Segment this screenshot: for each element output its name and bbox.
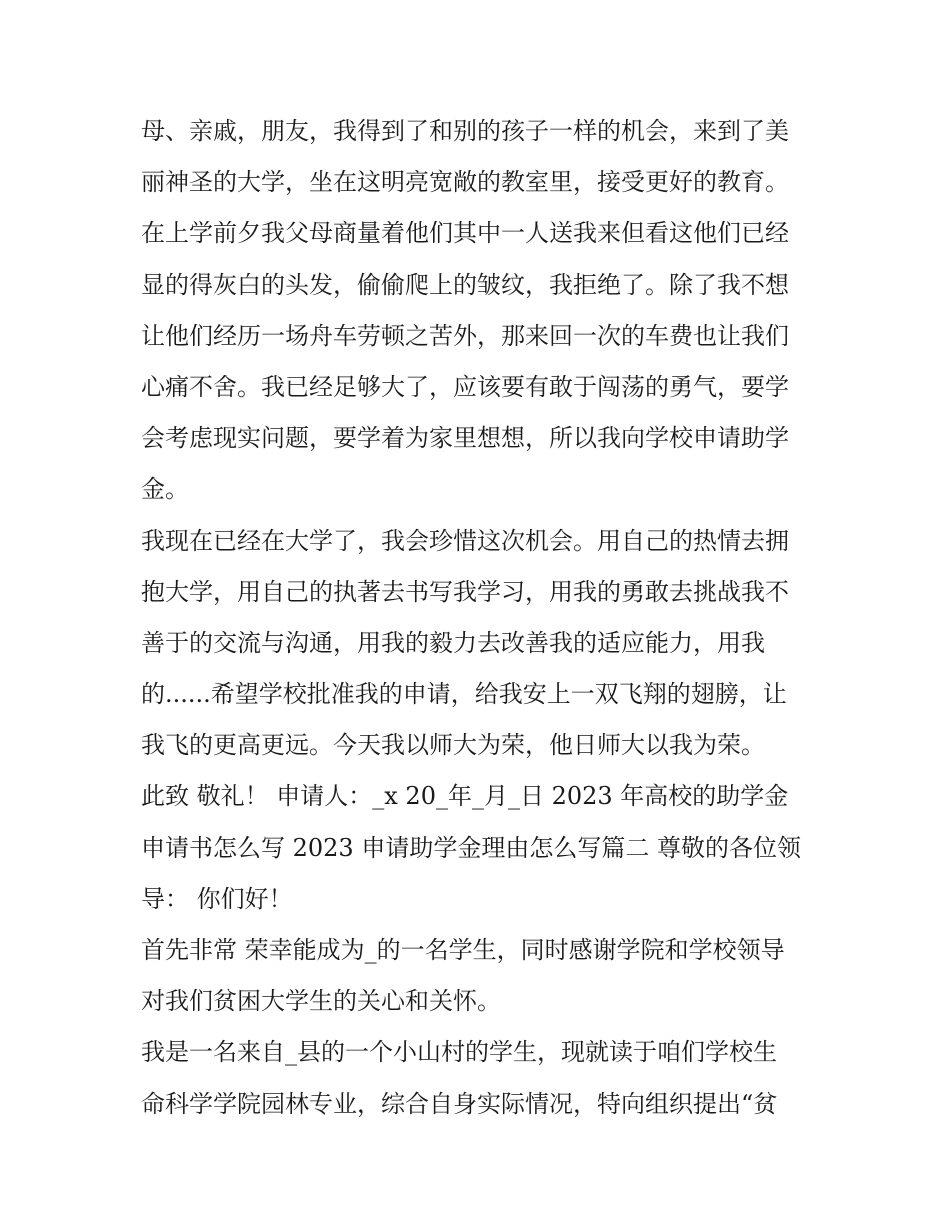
text-line: 善于的交流与沟通，用我的毅力去改善我的适应能力，用我 <box>141 628 765 657</box>
text-line: 让他们经历一场舟车劳顿之苦外，那来回一次的车费也让我们 <box>141 321 789 350</box>
text-line: 我现在已经在大学了，我会珍惜这次机会。用自己的热情去拥 <box>141 526 789 555</box>
text-line: 的......希望学校批准我的申请，给我安上一双飞翔的翅膀，让 <box>141 680 787 709</box>
text-line: 此致 敬礼！ 申请人：_x 20_年_月_日 2023 年高校的助学金 <box>141 782 789 811</box>
text-line: 对我们贫困大学生的关心和关怀。 <box>141 987 501 1016</box>
text-line: 命科学学院园林专业，综合自身实际情况，特向组织提出“贫 <box>141 1089 778 1118</box>
text-line: 在上学前夕我父母商量着他们其中一人送我来但看这他们已经 <box>141 219 789 248</box>
document-body <box>141 106 821 1130</box>
text-line: 我飞的更高更远。今天我以师大为荣，他日师大以我为荣。 <box>141 731 765 760</box>
text-line: 金。 <box>141 475 189 504</box>
text-line: 母、亲戚，朋友，我得到了和别的孩子一样的机会，来到了美 <box>141 117 789 145</box>
text-line: 首先非常 荣幸能成为_的一名学生，同时感谢学院和学校领导 <box>141 936 785 964</box>
text-line: 抱大学，用自己的执著去书写我学习，用我的勇敢去挑战我不 <box>141 577 789 606</box>
text-line: 显的得灰白的头发，偷偷爬上的皱纹，我拒绝了。除了我不想 <box>141 270 789 299</box>
text-line: 导： 你们好！ <box>141 884 293 913</box>
text-line: 会考虑现实问题，要学着为家里想想，所以我向学校申请助学 <box>141 424 789 453</box>
text-line: 丽神圣的大学，坐在这明亮宽敞的教室里，接受更好的教育。 <box>141 168 789 197</box>
text-line: 心痛不舍。我已经足够大了，应该要有敢于闯荡的勇气，要学 <box>141 372 789 401</box>
text-line: 我是一名来自_县的一个小山村的学生，现就读于咱们学校生 <box>141 1038 777 1067</box>
text-line: 申请书怎么写 2023 申请助学金理由怎么写篇二 尊敬的各位领 <box>141 833 801 862</box>
